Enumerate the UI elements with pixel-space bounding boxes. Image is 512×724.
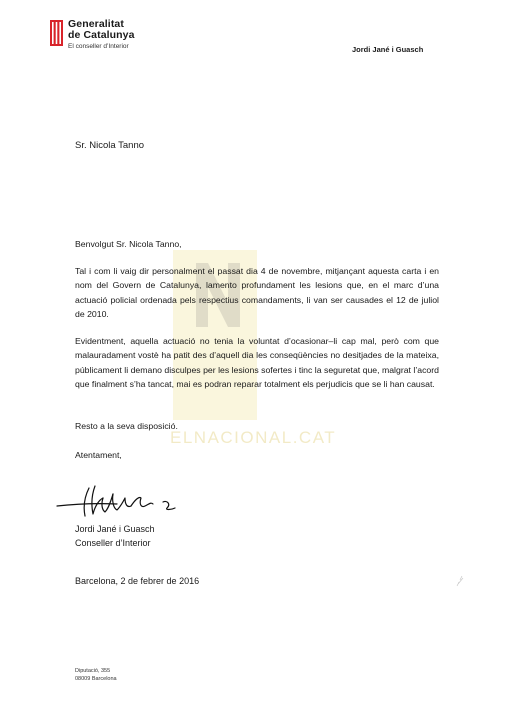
signer-role: Conseller d’Interior	[75, 538, 151, 548]
handwritten-signature	[55, 482, 195, 520]
place-date: Barcelona, 2 de febrer de 2016	[75, 576, 200, 586]
watermark-text: ELNACIONAL.CAT	[170, 428, 337, 447]
paragraph-2: Evidentment, aquella actuació no tenia la voluntat d’ocasionar–li cap mal, però com que malauradament vostè ha patit des d’aquell dia les conseqüències no desitjades de la mateixa, públicament li demano disculpes per les lesions sofertes i tinc la seguretat que, malgrat l’acord que finalment s’ha tancat, mai es podran reparar totalment els perjudicis que se li han causat.	[75, 336, 439, 389]
paragraph-1: Tal i com li vaig dir personalment el passat dia 4 de novembre, mitjançant aquesta carta i en nom del Govern de Catalunya, lamento profundament les lesions que, en el marc d’una actuació policial ordenada pels respectius comandaments, li van ser causades el 12 de juliol de 2010.	[75, 266, 439, 319]
closing: Atentament,	[75, 450, 122, 460]
org-name	[68, 19, 135, 41]
author-name: Jordi Jané i Guasch	[352, 45, 424, 54]
footer-address-line1: Diputació, 355	[75, 668, 111, 674]
paragraph-3: Resto a la seva disposició.	[75, 421, 178, 431]
org-department: El conseller d’Interior	[68, 43, 129, 50]
signer-name: Jordi Jané i Guasch	[75, 524, 155, 534]
recipient: Sr. Nicola Tanno	[75, 140, 145, 151]
org-name-line1: Generalitat	[68, 18, 124, 30]
footer-address-line2: 08009 Barcelona	[75, 676, 117, 682]
scan-mark-icon	[455, 572, 465, 588]
salutation: Benvolgut Sr. Nicola Tanno,	[75, 239, 182, 249]
org-name-line2: de Catalunya	[68, 29, 135, 41]
generalitat-senyera-icon	[50, 20, 63, 46]
